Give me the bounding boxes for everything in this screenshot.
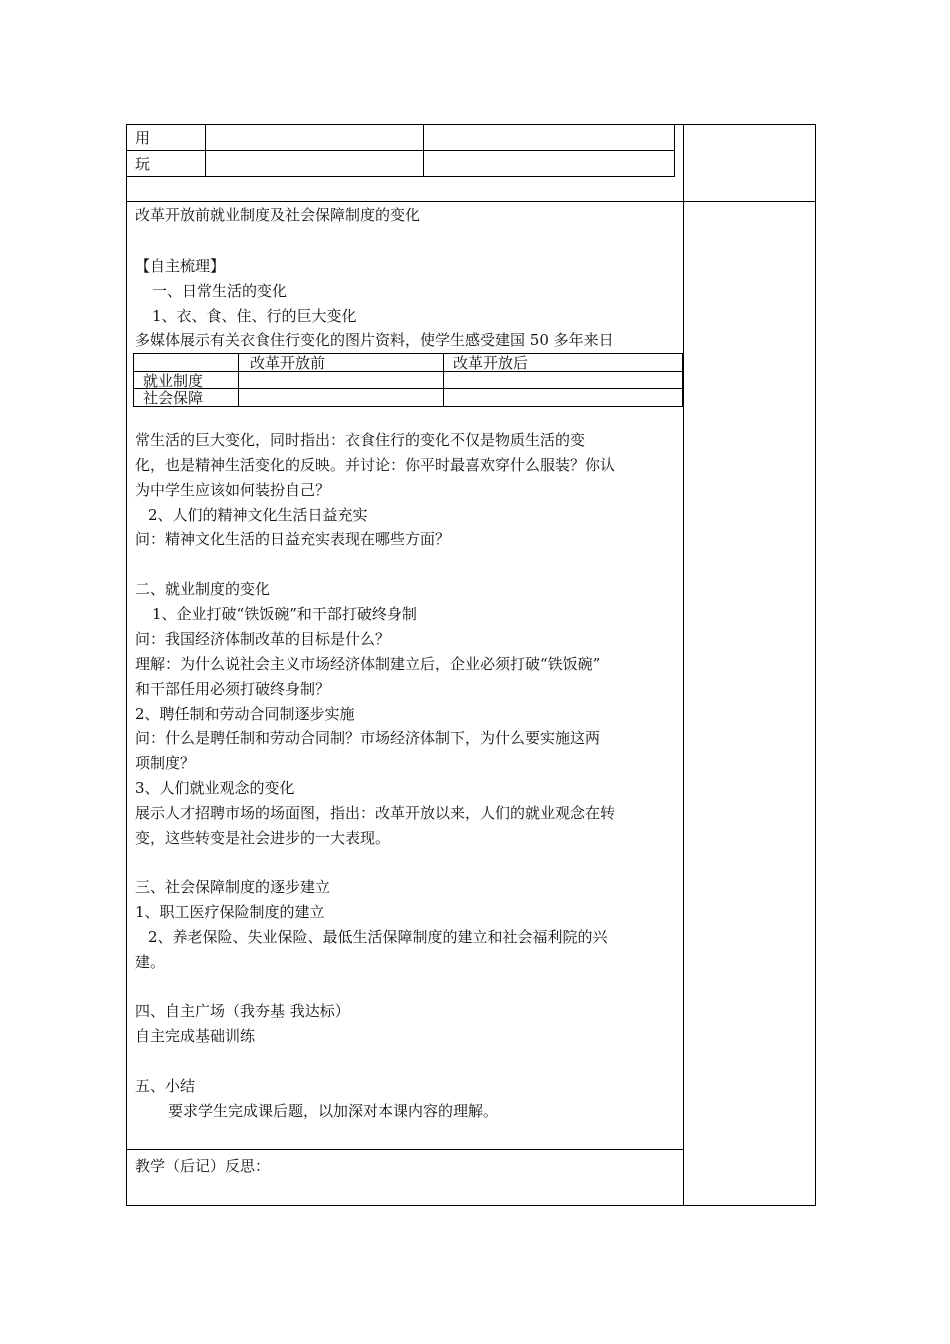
section-4-text: 自主完成基础训练 [135,1027,256,1045]
cmp-header-before: 改革开放前 [250,354,326,372]
cmp-col-divider-2 [443,353,444,407]
cmp-row-divider-1 [133,371,683,372]
top-inner-col-divider-1 [205,124,206,177]
section-5-text: 要求学生完成课后题，以加深对本课内容的理解。 [168,1102,499,1120]
cmp-row-employment: 就业制度 [143,372,204,390]
cmp-row-social-security: 社会保障 [143,389,204,407]
section-2-item-1: 1、企业打破“铁饭碗”和干部打破终身制 [152,605,417,623]
top-inner-border-bottom [126,176,675,177]
section-1-item-2: 2、人们的精神文化生活日益充实 [148,506,368,524]
section-3-item-2-line-2: 建。 [135,953,166,971]
section-2-title: 二、就业制度的变化 [135,580,271,598]
top-row-label-use: 用 [135,129,151,147]
section-4-title: 四、自主广场（我夯基 我达标） [135,1002,350,1020]
section-1-question: 问：精神文化生活的日益充实表现在哪些方面？ [135,530,451,548]
section-3-title: 三、社会保障制度的逐步建立 [135,878,331,896]
outer-border-right [815,124,816,1206]
outer-border-left [126,124,127,1206]
cmp-row-divider-2 [133,388,683,389]
section-5-title: 五、小结 [135,1077,196,1095]
section-2-question-1: 问：我国经济体制改革的目标是什么？ [135,630,391,648]
section-1-cont-line-2: 化，也是精神生活变化的反映。并讨论：你平时最喜欢穿什么服装？你认 [135,456,616,474]
row-divider-1 [126,201,816,202]
section-3-item-2-line-1: 2、养老保险、失业保险、最低生活保障制度的建立和社会福利院的兴 [148,928,608,946]
row-divider-2 [126,1149,684,1150]
cmp-border-right [682,353,683,407]
column-divider [683,124,684,1206]
top-inner-col-divider-2 [423,124,424,177]
section-2-question-2-line-2: 项制度？ [135,754,196,772]
cmp-header-after: 改革开放后 [453,354,529,372]
cmp-col-divider-1 [238,353,239,407]
outer-border-bottom [126,1205,816,1206]
top-inner-row-divider [126,150,675,151]
section-2-question-2-line-1: 问：什么是聘任制和劳动合同制？市场经济体制下，为什么要实施这两 [135,729,601,747]
outer-border-top [126,124,816,125]
cmp-border-bottom [133,406,683,407]
cmp-border-top [133,353,683,354]
section-1-cont-line-1: 常生活的巨大变化，同时指出：衣食住行的变化不仅是物质生活的变 [135,431,586,449]
section-2-understand-line-2: 和干部任用必须打破终身制？ [135,680,331,698]
section-label: 【自主梳理】 [135,257,226,275]
top-row-label-play: 玩 [135,155,151,173]
cmp-border-left [133,353,134,407]
section-2-para-line-1: 展示人才招聘市场的场面图，指出：改革开放以来，人们的就业观念在转 [135,804,616,822]
section-1-item-1: 1、衣、食、住、行的巨大变化 [152,307,357,325]
lesson-heading: 改革开放前就业制度及社会保障制度的变化 [135,206,421,224]
section-2-item-3: 3、人们就业观念的变化 [135,779,295,797]
section-2-para-line-2: 变，这些转变是社会进步的一大表现。 [135,829,391,847]
section-1-paragraph: 多媒体展示有关衣食住行变化的图片资料，使学生感受建国 50 多年来日 [135,331,614,349]
section-1-title: 一、日常生活的变化 [152,282,288,300]
section-1-cont-line-3: 为中学生应该如何装扮自己？ [135,481,331,499]
section-2-understand-line-1: 理解：为什么说社会主义市场经济体制建立后，企业必须打破“铁饭碗” [135,655,601,673]
section-2-item-2: 2、聘任制和劳动合同制逐步实施 [135,705,355,723]
reflection-label: 教学（后记）反思： [135,1157,271,1175]
section-3-item-1: 1、职工医疗保险制度的建立 [135,903,325,921]
